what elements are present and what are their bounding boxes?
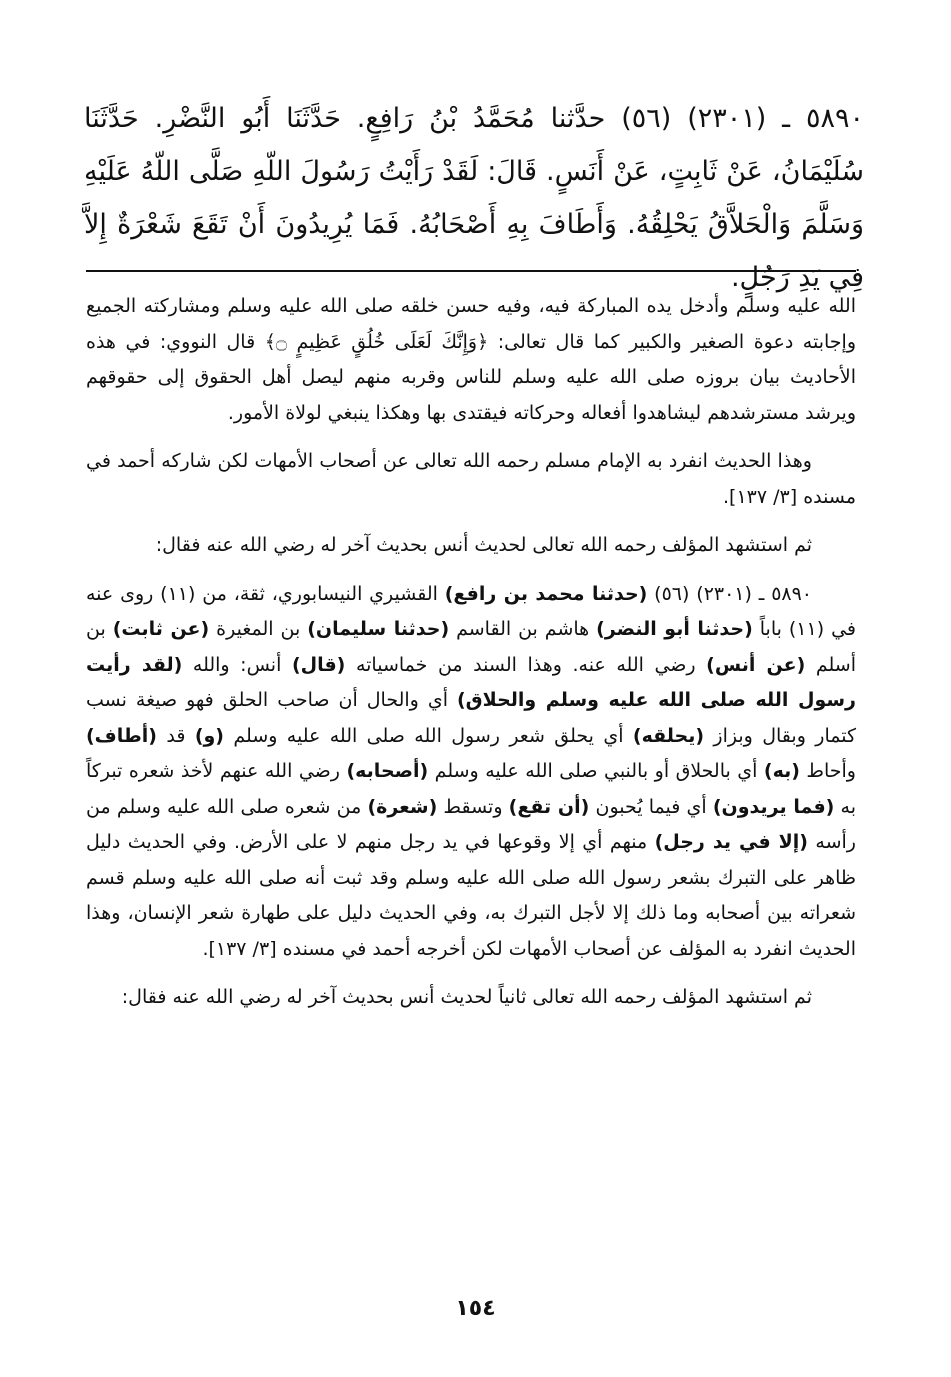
commentary-bold-quote: (حدثنا أبو النضر) <box>596 618 753 640</box>
footnote-separator <box>86 270 856 272</box>
commentary-paragraph-2: وهذا الحديث انفرد به الإمام مسلم رحمه الله تعالى عن أصحاب الأمهات لكن شاركه أحمد في مسنده [٣/ ١٣٧]. <box>86 450 856 508</box>
commentary-text: رضي الله عنهم لأخذ شعره تبركاً به <box>86 760 857 818</box>
commentary <box>86 289 856 1029</box>
commentary-text: أي والحال أن صاحب الحلق فهو صيغة نسب كتمار وبقال وبزاز <box>86 689 856 747</box>
commentary-text: بن أسلم <box>86 618 856 676</box>
commentary-text: من شعره صلى الله عليه وسلم من رأسه <box>86 795 856 853</box>
commentary-bold-quote: (حدثنا سليمان) <box>307 618 450 640</box>
commentary-paragraph-4 <box>86 577 856 968</box>
commentary-text: وتسقط <box>437 795 509 818</box>
commentary-text: رضي الله عنه. وهذا السند من خماسياته <box>345 653 707 676</box>
commentary-bold-quote: (قال) <box>291 653 346 676</box>
commentary-text: وأحاط <box>799 760 856 782</box>
commentary-text: منهم أي إلا وقوعها في يد رجل منهم لا على الأرض. وفي الحديث دليل ظاهر على التبرك بشعر رسول الله صلى الله عليه وسلم وقد ثبت أنه صلى الله عليه وسلم قسم شعراته بين أصحابه وما ذلك إلا لأجل التبرك به، وفي الحديث دليل على طهارة شعر الإنسان، وهذا الحديث انفرد به المؤلف عن أصحاب الأمهات لكن أخرجه أحمد في مسنده [٣/ ١٣٧]. <box>86 831 856 960</box>
commentary-text: أي فيما يُحبون <box>589 795 713 818</box>
page-number: ١٥٤ <box>455 1296 496 1321</box>
commentary-text: أنس: والله <box>182 653 292 676</box>
commentary-bold-quote: (يحلقه) <box>632 724 705 747</box>
hadith-text: ٥٨٩٠ ـ (٢٣٠١) (٥٦) حدَّثنا مُحَمَّدُ بْنُ رَافِعٍ. حَدَّثَنَا أَبُو النَّضْرِ. حَدَّثَنَا سُلَيْمَانُ، عَنْ ثَابِتٍ، عَنْ أَنَسٍ. قَالَ: لَقَدْ رَأَيْتُ رَسُولَ اللّهِ صَلَّى اللّهُ عَلَيْهِ وَسَلَّمَ وَالْحَلاَّقُ يَحْلِقُهُ. وَأَطَافَ بِهِ أَصْحَابُهُ. فَمَا يُرِيدُونَ أَنْ تَقَعَ شَعْرَةٌ إِلاَّ فِي يَدِ رَجُلٍ. <box>84 103 865 293</box>
commentary-bold-quote: (عن ثابت) <box>112 618 210 640</box>
commentary-text: أي يحلق شعر رسول الله صلى الله عليه وسلم <box>224 724 633 747</box>
commentary-paragraph-1: الله عليه وسلم وأدخل يده المباركة فيه، وفيه حسن خلقه صلى الله عليه وسلم ومشاركته الجميع وإجابته دعوة الصغير والكبير كما قال تعالى: ﴿وَإِنَّكَ لَعَلَى خُلُقٍ عَظِيمٍ ۝﴾ قال النووي: في هذه الأحاديث بيان بروزه صلى الله عليه وسلم للناس وقربه منهم ليصل أهل الحقوق إلى حقوقهم ويرشد مسترشدهم ليشاهدوا أفعاله وحركاته فيقتدى بها وهكذا ينبغي لولاة الأمور. <box>86 295 856 424</box>
commentary-bold-quote: (شعرة) <box>367 795 438 818</box>
commentary-text: القشيري النيسابوري، ثقة، من (١١) روى عنه في (١١) باباً <box>86 582 856 640</box>
commentary-bold-quote: (فما يريدون) <box>712 795 835 818</box>
commentary-bold-quote: (و) <box>194 724 224 747</box>
commentary-bold-quote: (أطاف) <box>86 724 157 747</box>
commentary-bold-quote: (حدثنا محمد بن رافع) <box>444 582 648 605</box>
commentary-text: ٥٨٩٠ ـ (٢٣٠١) (٥٦) <box>647 582 813 605</box>
commentary-text: قد <box>156 724 195 747</box>
commentary-bold-quote: (لقد رأيت رسول الله صلى الله عليه وسلم والحلاق) <box>86 653 856 711</box>
commentary-text: أي بالحلاق أو بالنبي صلى الله عليه وسلم <box>428 760 764 782</box>
commentary-bold-quote: (به) <box>763 760 800 782</box>
commentary-bold-quote: (عن أنس) <box>706 653 806 676</box>
commentary-paragraph-5: ثم استشهد المؤلف رحمه الله تعالى ثانياً لحديث أنس بحديث آخر له رضي الله عنه فقال: <box>121 986 812 1008</box>
commentary-bold-quote: (أن تقع) <box>508 795 590 818</box>
commentary-text: هاشم بن القاسم <box>449 618 597 640</box>
commentary-bold-quote: (أصحابه) <box>346 760 429 782</box>
commentary-bold-quote: (إلا في يد رجل) <box>654 831 808 853</box>
commentary-text: بن المغيرة <box>209 618 308 640</box>
commentary-paragraph-3: ثم استشهد المؤلف رحمه الله تعالى لحديث أنس بحديث آخر له رضي الله عنه فقال: <box>155 534 812 556</box>
